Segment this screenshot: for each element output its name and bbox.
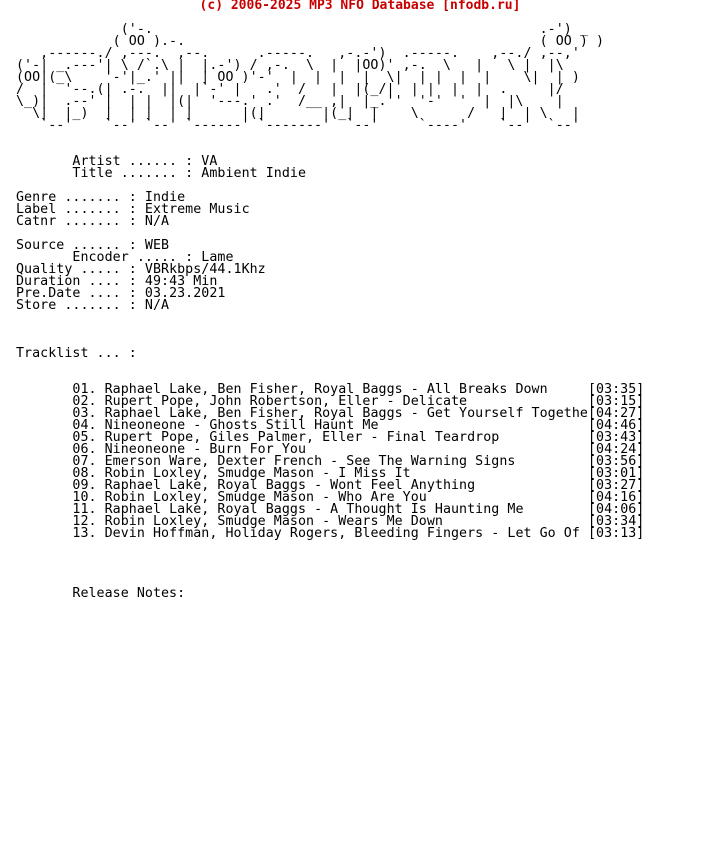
ascii-logo-line: ,------./ ,---. ,--. .-----. ,-.-') .-----. ,--./ ,--,': [16, 46, 580, 61]
track-duration: [03:35]: [587, 382, 645, 397]
encoder-value: Lame: [201, 250, 234, 265]
ascii-logo-line: ( OO ).-. ( OO ) ): [16, 34, 605, 49]
title-row: [16, 168, 644, 180]
track-duration: [04:46]: [587, 418, 645, 433]
tracklist: [16, 384, 644, 540]
track-duration: [03:43]: [587, 430, 645, 445]
track-number: 06.: [72, 442, 97, 457]
track-duration: [03:56]: [587, 454, 645, 469]
quality-value: VBRkbps/44.1Khz: [144, 262, 266, 277]
genre-label: Genre ....... :: [16, 190, 137, 205]
track-title: Nineoneone - Ghosts Still Haunt Me: [104, 418, 379, 433]
track-title: Devin Hoffman, Holiday Rogers, Bleeding Fingers - Let Go Of: [104, 526, 580, 541]
track-title: Raphael Lake, Ben Fisher, Royal Baggs - Get Yourself Togethe: [104, 406, 588, 421]
track-number: 02.: [72, 394, 97, 409]
track-title: Rupert Pope, John Robertson, Eller - Delicate: [104, 394, 468, 409]
track-duration: [03:34]: [587, 514, 645, 529]
track-title: Rupert Pope, Giles Palmer, Eller - Final Teardrop: [104, 430, 500, 445]
track-number: 03.: [72, 406, 97, 421]
duration-value: 49:43 Min: [144, 274, 218, 289]
artist-value: VA: [201, 154, 218, 169]
track-title: Emerson Ware, Dexter French - See The Warning Signs: [104, 454, 516, 469]
track-number: 11.: [72, 502, 97, 517]
track-title: Raphael Lake, Royal Baggs - A Thought Is Haunting Me: [104, 502, 524, 517]
ascii-logo-line: \_)| .--' | | | |(| '---.' .' /__ ,| |_.'' '-' ' | |\ |: [16, 94, 564, 109]
encoder-label: Encoder ..... :: [72, 250, 194, 265]
track-number: 04.: [72, 418, 97, 433]
track-number: 10.: [72, 490, 97, 505]
track-number: 13.: [72, 526, 97, 541]
quality-label: Quality ..... :: [16, 262, 137, 277]
ascii-logo: [16, 24, 644, 132]
ascii-logo-line: ('-| _.---'| \ /`.\ | |.-') / ,-. \ | |OO)' ,-. \ | \ | |\: [16, 58, 564, 73]
label-value: Extreme Music: [144, 202, 250, 217]
site-header: (c) 2006-2025 MP3 NFO Database [nfodb.ru]: [199, 0, 521, 13]
nfo-content: [16, 24, 644, 600]
title-label: Title ....... :: [72, 166, 194, 181]
track-duration: [03:01]: [587, 466, 645, 481]
track-title: Robin Loxley, Smudge Mason - I Miss It: [104, 466, 411, 481]
store-row: [16, 300, 644, 312]
catnr-value: N/A: [144, 214, 170, 229]
track-title: Raphael Lake, Ben Fisher, Royal Baggs - All Breaks Down: [104, 382, 548, 397]
track-number: 07.: [72, 454, 97, 469]
track-title: Robin Loxley, Smudge Mason - Who Are You: [104, 490, 427, 505]
track-duration: [04:16]: [587, 490, 645, 505]
title-value: Ambient Indie: [201, 166, 307, 181]
store-value: N/A: [144, 298, 170, 313]
track-duration: [04:06]: [587, 502, 645, 517]
predate-label: Pre.Date .... :: [16, 286, 137, 301]
track-number: 09.: [72, 478, 97, 493]
ascii-logo-line: `--' `--' `--' `------' `-------' `--' `----' `--' `--': [16, 118, 580, 133]
source-value: WEB: [144, 238, 170, 253]
ascii-logo-line: ('-. .-') _: [16, 22, 588, 37]
ascii-logo-line: (OO|(_\ '-'|_.' || | OO )'-' | | | | \| | | | | \| | ): [16, 70, 580, 85]
track-number: 01.: [72, 382, 97, 397]
artist-label: Artist ...... :: [72, 154, 194, 169]
track-row: [16, 528, 644, 540]
track-duration: [03:13]: [587, 526, 645, 541]
catnr-label: Catnr ....... :: [16, 214, 137, 229]
track-duration: [04:24]: [587, 442, 645, 457]
catnr-row: [16, 216, 644, 228]
label-label: Label ....... :: [16, 202, 137, 217]
ascii-logo-line: \| |_) | | | | | |(| |(_| | \ / | | \ |: [16, 106, 580, 121]
track-number: 12.: [72, 514, 97, 529]
track-title: Nineoneone - Burn For You: [104, 442, 307, 457]
release-notes-row: [16, 588, 644, 600]
track-number: 05.: [72, 430, 97, 445]
ascii-logo-line: / | '--.(| .-. || |`-' | .' / | |(_/| | | | | . |/: [16, 82, 564, 97]
track-title: Robin Loxley, Smudge Mason - Wears Me Down: [104, 514, 443, 529]
source-label: Source ...... :: [16, 238, 137, 253]
duration-label: Duration .... :: [16, 274, 137, 289]
tracklist-heading: Tracklist ... :: [16, 346, 137, 361]
track-duration: [03:27]: [587, 478, 645, 493]
track-duration: [04:27]: [587, 406, 645, 421]
store-label: Store ....... :: [16, 298, 137, 313]
release-notes-heading: Release Notes:: [72, 586, 186, 601]
track-number: 08.: [72, 466, 97, 481]
genre-value: Indie: [144, 190, 186, 205]
track-duration: [03:15]: [587, 394, 645, 409]
predate-value: 03.23.2021: [144, 286, 226, 301]
track-title: Raphael Lake, Royal Baggs - Wont Feel Anything: [104, 478, 476, 493]
